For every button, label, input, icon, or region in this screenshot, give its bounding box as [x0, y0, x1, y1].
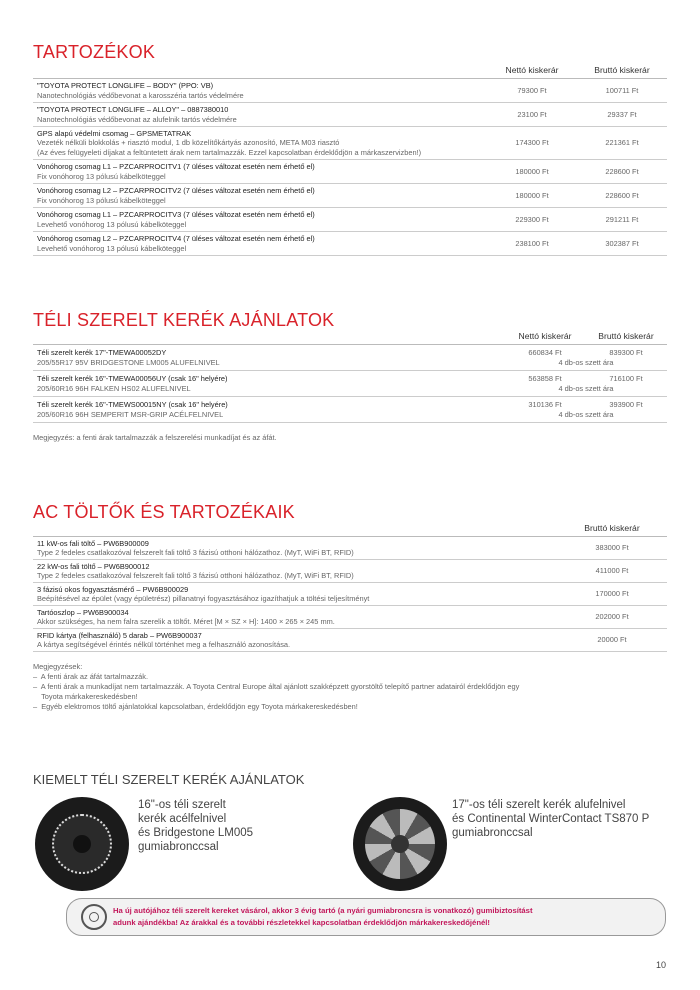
alloy-wheel-text [452, 798, 649, 840]
row-description [33, 399, 505, 420]
gross-price: 100711 Ft [605, 85, 639, 95]
section-title-chargers: AC TÖLTŐK ÉS TARTOZÉKAIK [33, 502, 295, 522]
gross-price: 291211 Ft [605, 214, 639, 224]
item-name: Vonóhorog csomag L1 – PZCARPROCITV3 (7 üléses változat esetén nem érhető el) [37, 210, 315, 219]
set-label: 4 db-os szett ára [558, 383, 614, 393]
item-name: 11 kW-os fali töltő – PW6B900009 [37, 538, 149, 548]
alloy-wheel-image [353, 797, 447, 891]
set-label: 4 db-os szett ára [558, 409, 614, 419]
gross-price: 228600 Ft [605, 166, 639, 176]
row-description [33, 185, 487, 206]
item-name: "TOYOTA PROTECT LONGLIFE – BODY" (PPO: VB) [37, 81, 214, 90]
item-name: Vonóhorog csomag L2 – PZCARPROCITV4 (7 üléses változat esetén nem érhető el) [37, 234, 315, 243]
row-description [33, 584, 557, 605]
table-row [33, 160, 667, 184]
gross-price: 839300 Ft [609, 348, 643, 357]
row-description [33, 104, 487, 125]
chargers-table [33, 524, 667, 652]
wheel-text-line: kerék acélfelnivel [138, 813, 227, 825]
item-desc: 205/60R16 96H FALKEN HS02 ALUFELNIVEL [37, 383, 191, 393]
gross-price: 202000 Ft [595, 612, 629, 622]
wheel-text-line: és Bridgestone LM005 [138, 827, 254, 839]
item-desc: Type 2 fedeles csatlakozóval felszerelt fali töltő 3 fázisú otthoni hálózathoz. (MyT, WiFi BT, RFID) [37, 571, 354, 580]
banner-line-1: Ha új autójához téli szerelt kereket vásárol, akkor 3 évig tartó (a nyári gumiabroncsra is vonatkozó) gumibiztosítást [113, 906, 533, 915]
steel-wheel-image [35, 797, 129, 891]
winter-note: Megjegyzés: a fenti árak tartalmazzák a felszerelési munkadíjat és az áfát. [33, 433, 277, 442]
table-row [33, 583, 667, 606]
banner-line-2: adunk ajándékba! Az árakkal és a további részletekkel kapcsolatban érdeklődjön márkakereskedőjénél! [113, 918, 490, 927]
item-name: 22 kW-os fali töltő – PW6B900012 [37, 561, 150, 571]
table-row [33, 371, 667, 397]
item-desc: Fix vonóhorog 13 pólusú kábelköteggel [37, 195, 166, 205]
col-gross: Bruttó kiskerár [584, 523, 640, 533]
table-row [33, 397, 667, 423]
net-price: 79300 Ft [517, 85, 547, 95]
note-line: – A fenti árak a munkadíjat nem tartalmazzák. A Toyota Central Europe által ajánlott szakképzett gyorstöltő telepítő partner adatairól érdeklődjön egy [33, 682, 520, 691]
row-description [33, 161, 487, 182]
item-name: Vonóhorog csomag L2 – PZCARPROCITV2 (7 üléses változat esetén nem érhető el) [37, 186, 315, 195]
wheel-text-line: 16"-os téli szerelt [138, 799, 226, 811]
price-cell [505, 374, 667, 393]
item-desc: A kártya segítségével érintés nélkül történhet meg a felhasználó azonosítása. [37, 640, 291, 649]
item-desc: Levehető vonóhorog 13 pólusú kábelköteggel [37, 219, 187, 229]
table-row [33, 560, 667, 583]
wheel-text-line: gumiabronccsal [138, 841, 219, 853]
item-name: GPS alapú védelmi csomag – GPSMETATRAK [37, 128, 192, 138]
row-description [33, 538, 557, 559]
item-desc: Fix vonóhorog 13 pólusú kábelköteggel [37, 171, 166, 181]
note-line: – A fenti árak az áfát tartalmazzák. [33, 672, 149, 681]
item-name: Tartóoszlop – PW6B900034 [37, 607, 129, 617]
row-description [33, 561, 557, 582]
section-title-accessories: TARTOZÉKOK [33, 42, 156, 62]
col-gross: Bruttó kiskerár [594, 65, 650, 75]
row-description [33, 347, 505, 368]
item-name: RFID kártya (felhasználó) 5 darab – PW6B900037 [37, 630, 202, 640]
gross-price: 228600 Ft [605, 190, 639, 200]
section-title-winter: TÉLI SZERELT KERÉK AJÁNLATOK [33, 310, 335, 330]
row-description [33, 209, 487, 230]
wheel-text-line: 17"-os téli szerelt kerék alufelnivel [452, 799, 626, 811]
col-net: Nettó kiskerár [518, 331, 572, 341]
table-row [33, 537, 667, 560]
notes-title: Megjegyzések: [33, 662, 83, 671]
page-number: 10 [656, 960, 667, 970]
table-row [33, 127, 667, 160]
net-price: 238100 Ft [515, 238, 549, 248]
row-description [33, 233, 487, 254]
gross-price: 411000 Ft [595, 566, 629, 576]
gross-price: 170000 Ft [595, 589, 629, 599]
price-cell [505, 400, 667, 419]
table-row [33, 629, 667, 652]
accessories-table [33, 66, 667, 256]
col-gross: Bruttó kiskerár [598, 331, 654, 341]
net-price: 310136 Ft [528, 400, 562, 409]
winter-table [33, 332, 667, 423]
chargers-notes [33, 662, 519, 712]
tire-icon [81, 904, 107, 930]
item-desc: 205/60R16 96H SEMPERIT MSR-GRIP ACÉLFELNIVEL [37, 409, 224, 419]
row-description [33, 373, 505, 394]
price-cell [505, 348, 667, 367]
table-row [33, 606, 667, 629]
featured-title: KIEMELT TÉLI SZERELT KERÉK AJÁNLATOK [33, 772, 305, 787]
row-description [33, 630, 557, 651]
net-price: 229300 Ft [515, 214, 549, 224]
net-price: 23100 Ft [517, 109, 547, 119]
set-label: 4 db-os szett ára [558, 357, 614, 367]
table-row [33, 208, 667, 232]
row-description [33, 607, 557, 628]
gross-price: 383000 Ft [595, 543, 629, 553]
note-line: – Egyéb elektromos töltő ajánlatokkal kapcsolatban, érdeklődjön egy Toyota márkakereskedésben! [33, 702, 358, 711]
item-desc-2: (Az éves felügyeleti díjakat a feltüntetett árak nem tartalmazzák. Ezzel kapcsolatban érdeklődjön a márkaszervizben!) [37, 147, 422, 157]
gross-price: 716100 Ft [609, 374, 643, 383]
item-desc: Levehető vonóhorog 13 pólusú kábelköteggel [37, 243, 187, 253]
gross-price: 221361 Ft [605, 138, 639, 148]
item-name: Téli szerelt kerék 17"-TMEWA00052DY [37, 348, 167, 357]
row-description [33, 80, 487, 101]
gross-price: 29337 Ft [607, 109, 637, 119]
item-name: Téli szerelt kerék 16"-TMEWA00056UY (csak 16" helyére) [37, 374, 228, 383]
item-name: Téli szerelt kerék 16"-TMEWS00015NY (csak 16" helyére) [37, 400, 228, 409]
item-name: "TOYOTA PROTECT LONGLIFE – ALLOY" – 0887380010 [37, 105, 229, 114]
net-price: 180000 Ft [515, 166, 549, 176]
table-row [33, 184, 667, 208]
item-name: 3 fázisú okos fogyasztásmérő – PW6B900029 [37, 584, 189, 594]
steel-wheel-text [138, 798, 253, 854]
wheel-text-line: és Continental WinterContact TS870 P [452, 813, 650, 825]
col-net: Nettó kiskerár [505, 65, 559, 75]
net-price: 180000 Ft [515, 190, 549, 200]
item-desc: Type 2 fedeles csatlakozóval felszerelt fali töltő 3 fázisú otthoni hálózathoz. (MyT, WiFi BT, RFID) [37, 548, 354, 557]
item-desc: Nanotechnológiás védőbevonat a karosszéria tartós védelmére [37, 90, 244, 100]
item-desc: Beépítésével az épület (vagy épületrész) pillanatnyi fogyasztásához igazíthatjuk a töltési teljesítményt [37, 594, 370, 603]
item-desc: Vezeték nélküli blokkolás + riasztó modul, 1 db közelítőkártyás azonosító, META M03 riasztó [37, 138, 340, 148]
item-desc: Akkor szükséges, ha nem falra szerelik a töltőt. Méret [M × SZ × H]: 1400 × 265 × 245 mm. [37, 617, 335, 626]
gross-price: 393900 Ft [609, 400, 643, 409]
gross-price: 20000 Ft [597, 635, 627, 645]
item-desc: 205/55R17 95V BRIDGESTONE LM005 ALUFELNIVEL [37, 357, 220, 367]
tire-insurance-banner [66, 898, 666, 936]
row-description [33, 128, 487, 159]
net-price: 660834 Ft [528, 348, 562, 357]
table-row [33, 103, 667, 127]
table-row [33, 345, 667, 371]
wheel-text-line: gumiabronccsal [452, 827, 533, 839]
item-name: Vonóhorog csomag L1 – PZCARPROCITV1 (7 üléses változat esetén nem érhető el) [37, 162, 315, 171]
table-row [33, 79, 667, 103]
net-price: 563858 Ft [528, 374, 562, 383]
net-price: 174300 Ft [515, 138, 549, 148]
note-line: Toyota márkakereskedésben! [33, 692, 138, 701]
table-row [33, 232, 667, 256]
gross-price: 302387 Ft [605, 238, 639, 248]
item-desc: Nanotechnológiás védőbevonat az alufelnik tartós védelmére [37, 114, 237, 124]
